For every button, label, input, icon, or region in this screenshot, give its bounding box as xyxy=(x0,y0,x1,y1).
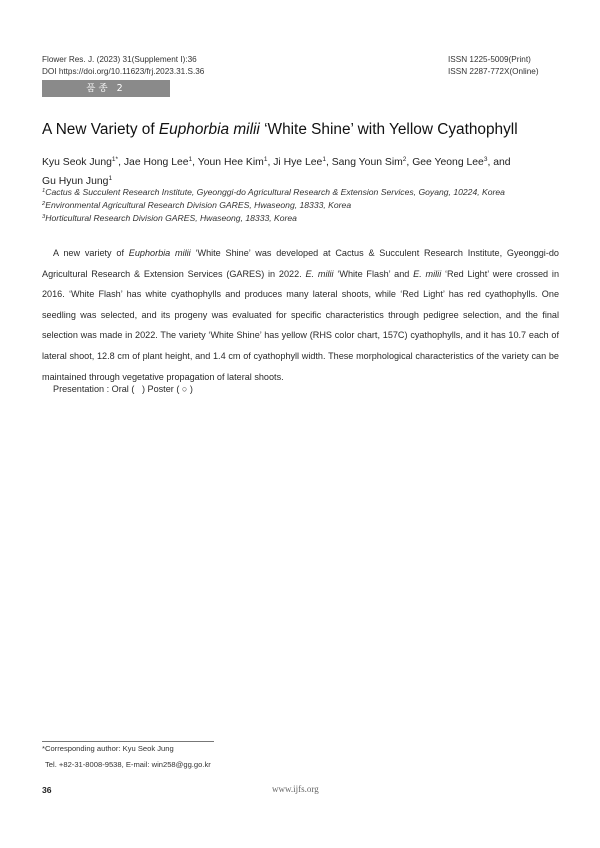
author-name: Ji Hye Lee xyxy=(273,157,323,168)
author-affil-mark: 1* xyxy=(111,156,119,163)
author-name: Gu Hyun Jung xyxy=(42,176,109,187)
paper-title xyxy=(42,121,572,139)
affiliation xyxy=(42,199,567,212)
title-species: Euphorbia milii xyxy=(158,121,260,138)
affiliation-mark: 3 xyxy=(42,214,46,220)
presentation-type: Presentation : Oral ( ) Poster ( ○ ) xyxy=(53,384,193,394)
author-name: Youn Hee Kim xyxy=(197,157,264,168)
author-name: Kyu Seok Jung xyxy=(42,157,112,168)
page-number: 36 xyxy=(42,785,52,795)
affiliation xyxy=(42,186,567,199)
author-name: Gee Yeong Lee xyxy=(412,157,484,168)
author-name: Jae Hong Lee xyxy=(123,157,189,168)
author-affil-mark: 1 xyxy=(263,156,268,163)
affiliation-text: Horticultural Research Division GARES, Hwaseong, 18333, Korea xyxy=(45,213,297,223)
author-list: Kyu Seok Jung$^{1*}$, Jae Hong Lee$^1$, Youn Hee Kim$^1$, Ji Hye Lee$^1$, Sang Youn Sim$^2$, Gee Yeong Lee$^3$, and Gu Hyun Jung$^1$ xyxy=(42,156,511,187)
affiliation-text: Cactus & Succulent Research Institute, Gyeonggi-do Agricultural Research & Extension Services, Goyang, 10224, Korea xyxy=(45,187,505,197)
abstract-body xyxy=(42,243,559,387)
issn-online: ISSN 2287-772X(Online) xyxy=(448,67,539,76)
corresponding-author: *Corresponding author: Kyu Seok Jung xyxy=(42,744,174,753)
species-name: E. milii xyxy=(413,268,442,279)
footnote-divider xyxy=(42,741,214,742)
affiliation-mark: 1 xyxy=(42,188,46,194)
journal-citation: Flower Res. J. (2023) 31(Supplement I):36 xyxy=(42,55,197,64)
issn-header xyxy=(448,54,539,78)
affiliation-mark: 2 xyxy=(42,201,46,207)
abstract-text: ‘White Flash’ and xyxy=(333,268,414,279)
journal-header xyxy=(42,54,204,78)
author-affil-mark: 2 xyxy=(402,156,407,163)
category-badge: 품종 2 xyxy=(42,80,170,97)
title-suffix: ‘White Shine’ with Yellow Cyathophyll xyxy=(259,121,518,138)
abstract-text: ‘White Shine’ was developed at Cactus & Succulent Research Institute, Gyeonggi-do Agricultural Research & Extension Services (GARES) in 2022. xyxy=(42,248,559,279)
affiliation-text: Environmental Agricultural Research Division GARES, Hwaseong, 18333, Korea xyxy=(45,200,352,210)
affiliation-list xyxy=(42,186,567,225)
species-name: Euphorbia milii xyxy=(128,248,191,258)
doi-line: DOI https://doi.org/10.11623/frj.2023.31.S.36 xyxy=(42,67,205,76)
contact-info: Tel. +82-31-8008-9538, E-mail: win258@gg.go.kr xyxy=(45,760,211,769)
author-affil-mark: 3 xyxy=(483,156,488,163)
affiliation xyxy=(42,212,567,225)
title-prefix: A New Variety of xyxy=(42,121,159,138)
issn-print: ISSN 1225-5009(Print) xyxy=(448,55,531,64)
species-name: E. milii xyxy=(305,268,334,279)
author-affil-mark: 1 xyxy=(188,156,193,163)
abstract-text: A new variety of xyxy=(53,248,129,258)
author-affil-mark: 1 xyxy=(108,175,113,182)
author-affil-mark: 1 xyxy=(322,156,326,163)
abstract-text: ‘Red Light’ were crossed in 2016. ‘White Flash’ has white cyathophylls and produces many lateral shoots, while ‘Red Light’ has red cyathophylls. One seedling was selected, and its progeny was evaluated for specific characteristics through pedigree selection, and the final selection was made in 2022. The variety ‘White Shine’ has yellow (RHS color chart, 157C) cyathophylls, and it has 10.7 each of lateral shoot, 12.8 cm of plant height, and 1.4 cm of cyathophyll width. These morphological characteristics of the variety can be maintained through vegetative propagation of lateral shoots. xyxy=(42,268,560,382)
author-name: Sang Youn Sim xyxy=(331,157,403,168)
journal-website: www.ijfs.org xyxy=(272,784,319,794)
